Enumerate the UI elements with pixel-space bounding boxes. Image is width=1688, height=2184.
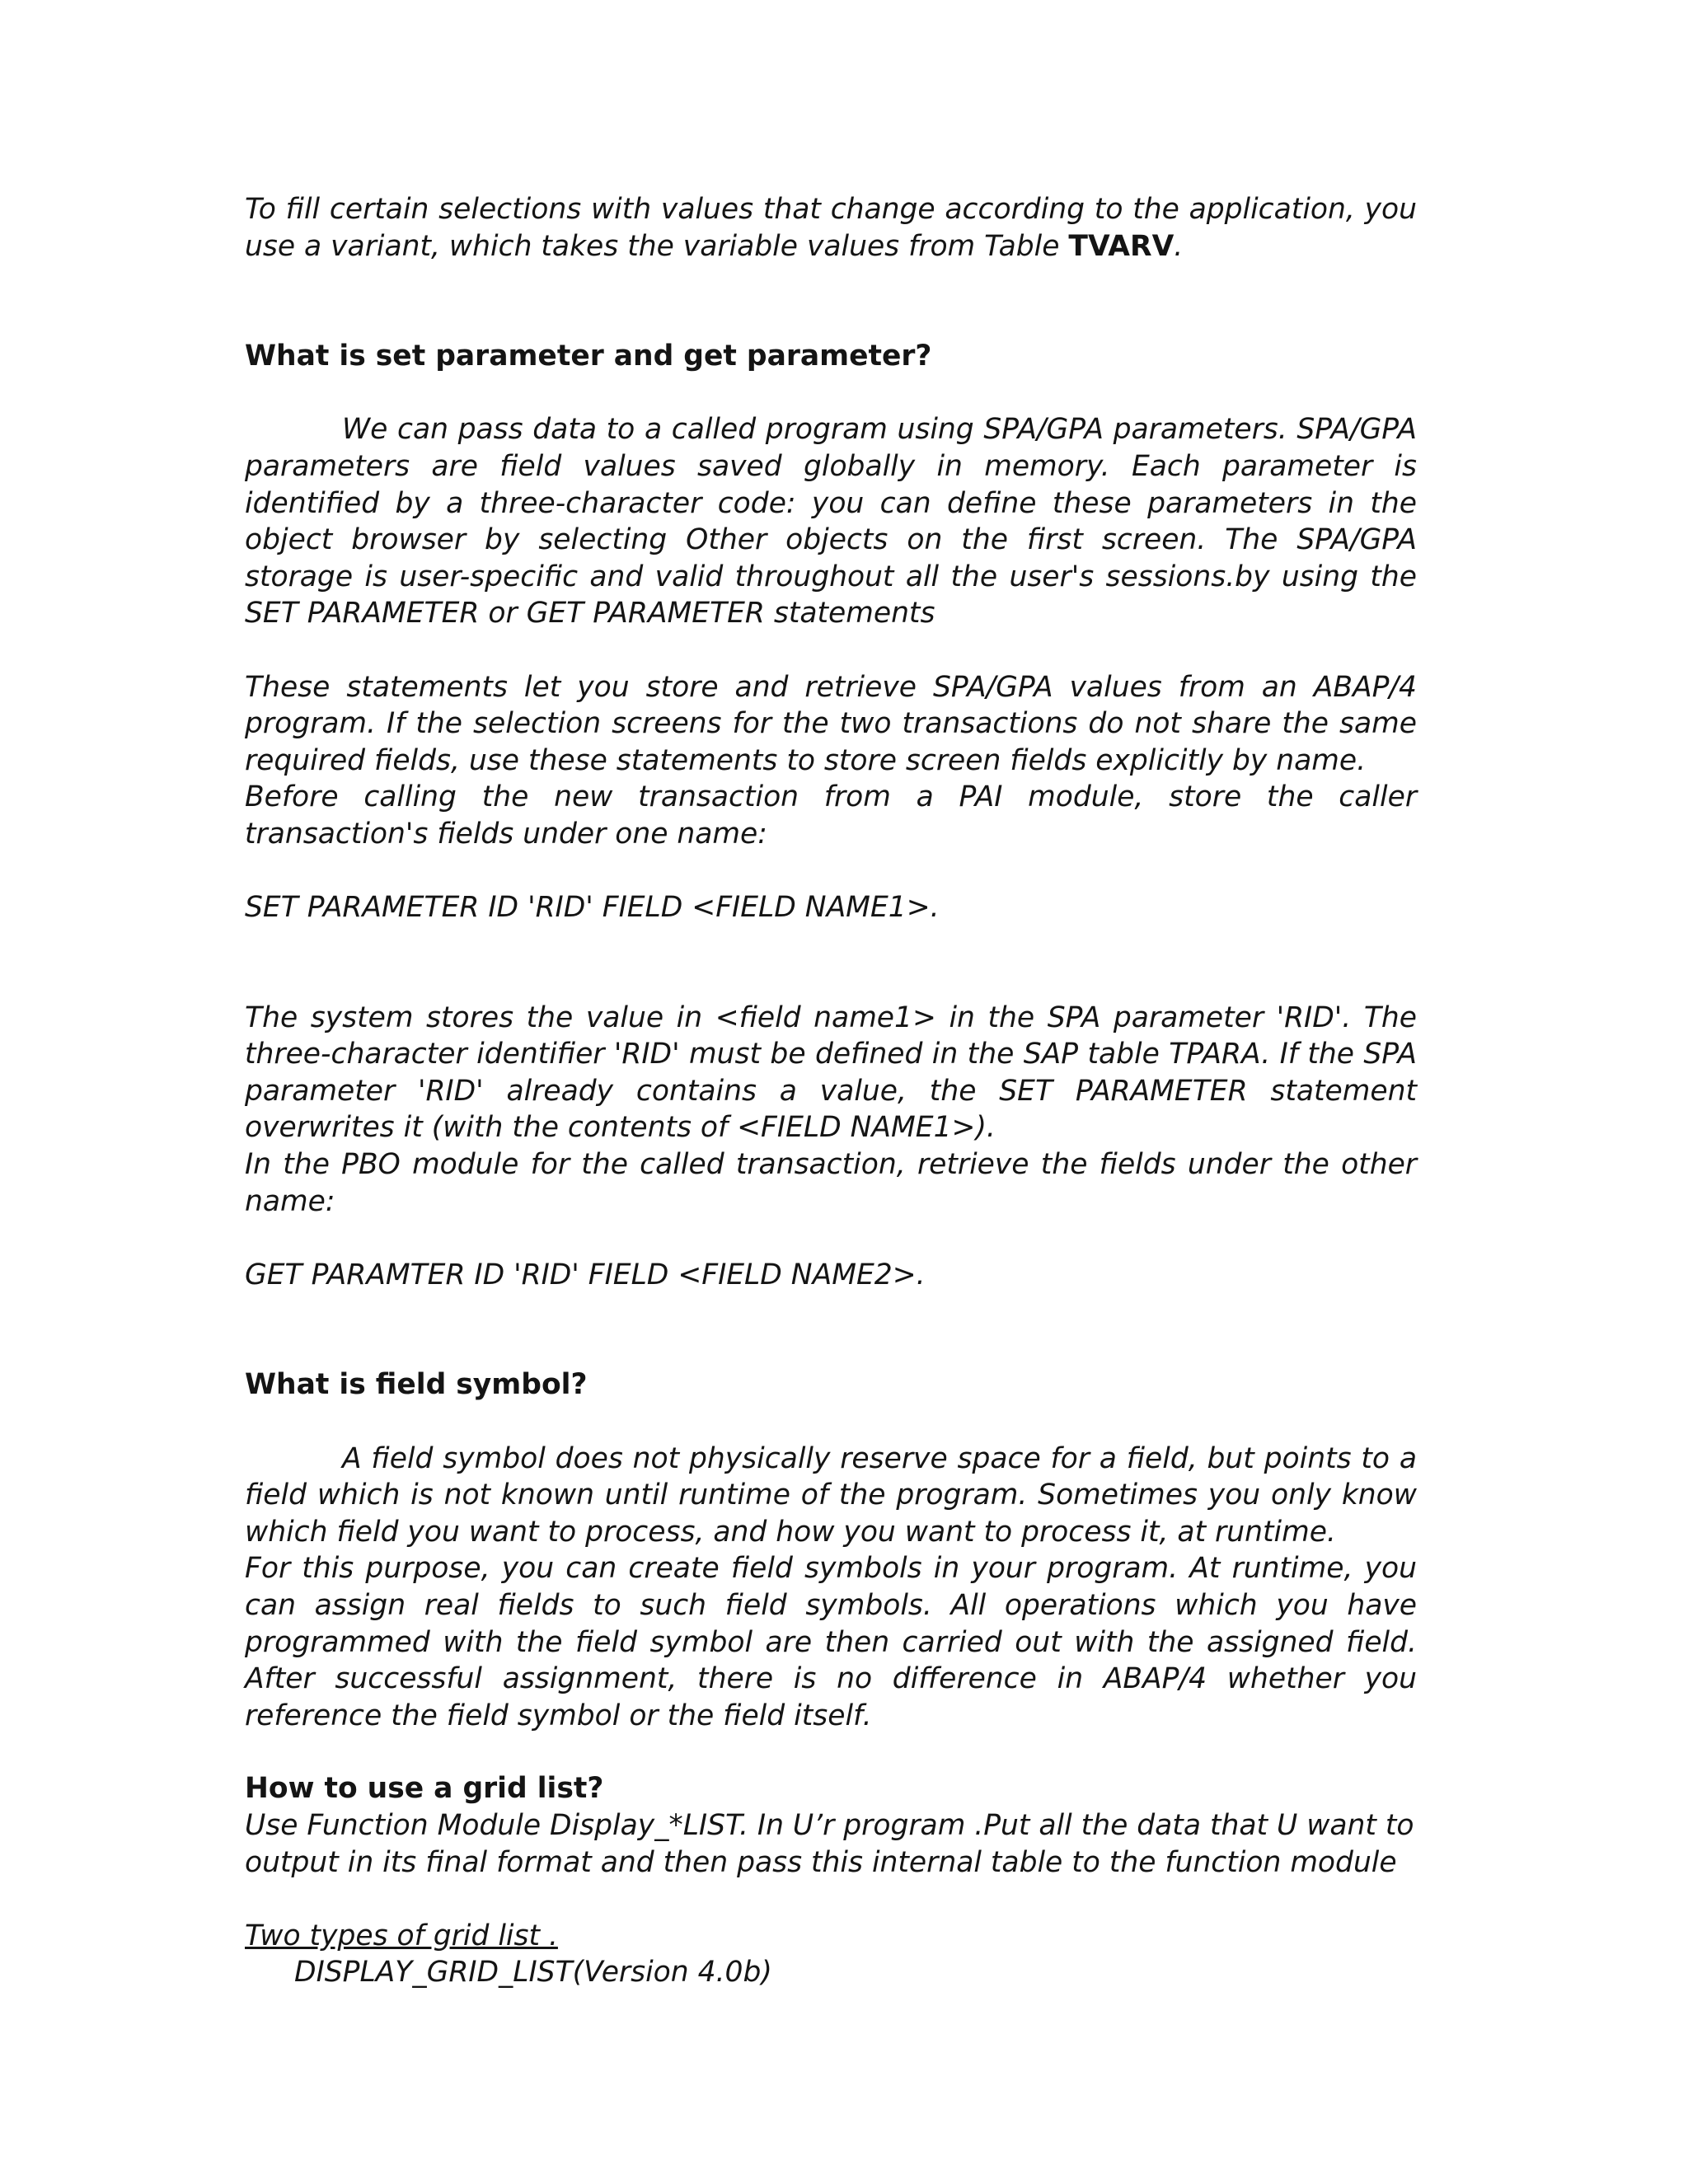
paragraph-field-symbol-purpose: For this purpose, you can create field symbols in your program. At runtime, you can assign real fields to such field symbols. All operations which you have programmed with the field symbol are then carried out with the assigned field. After successful assignment, there is no difference in ABAP/4 whether you reference the field symbol or the field itself. [245, 1552, 1417, 1732]
heading-grid-list: How to use a grid list? [245, 1772, 604, 1806]
heading-set-get-parameter: What is set parameter and get parameter? [245, 340, 932, 373]
heading-field-symbol: What is field symbol? [245, 1368, 588, 1402]
paragraph-field-symbol-def: A field symbol does not physically reserve space for a field, but points to a field which is not known until runtime of the program. Sometimes you only know which field you want to process, and how you want to process it, at runtime. [245, 1441, 1417, 1549]
subheading-grid-list-types: Two types of grid list . [245, 1919, 558, 1952]
grid-list-item: DISPLAY_GRID_LIST(Version 4.0b) [294, 1956, 772, 1990]
paragraph-before-calling: Before calling the new transaction from a PAI module, store the caller transaction's fields under one name: [245, 780, 1417, 851]
paragraph-spa-gpa-intro: We can pass data to a called program using SPA/GPA parameters. SPA/GPA parameters are field values saved globally in memory. Each parameter is identified by a three-character code: you can define these parameters in the object browser by selecting Other objects on the first screen. The SPA/GPA storage is user-specific and valid throughout all the user's sessions.by using the SET PARAMETER or GET PARAMETER statements [245, 413, 1417, 630]
paragraph-system-stores: The system stores the value in <field name1> in the SPA parameter 'RID'. The three-character identifier 'RID' must be defined in the SAP table TPARA. If the SPA parameter 'RID' already contains a value, the SET PARAMETER statement overwrites it (with the contents of <FIELD NAME1>). [245, 1001, 1417, 1145]
intro-paragraph [245, 191, 1417, 265]
paragraph-grid-list: Use Function Module Display_*LIST. In U’r program .Put all the data that U want to output in its final format and then pass this internal table to the function module [245, 1808, 1414, 1879]
table-name: TVARV [1068, 229, 1175, 263]
document-page [245, 191, 1417, 1991]
code-get-parameter: GET PARAMTER ID 'RID' FIELD <FIELD NAME2>. [245, 1258, 926, 1291]
code-set-parameter: SET PARAMETER ID 'RID' FIELD <FIELD NAME1>. [245, 891, 940, 925]
paragraph-pbo-module: In the PBO module for the called transaction, retrieve the fields under the other name: [245, 1148, 1417, 1218]
paragraph-statements: These statements let you store and retrieve SPA/GPA values from an ABAP/4 program. If the selection screens for the two transactions do not share the same required fields, use these statements to store screen fields explicitly by name. [245, 670, 1417, 777]
intro-period: . [1174, 229, 1184, 263]
intro-text: To fill certain selections with values that change according to the application, you use a variant, which takes the variable values from Table [245, 193, 1417, 263]
